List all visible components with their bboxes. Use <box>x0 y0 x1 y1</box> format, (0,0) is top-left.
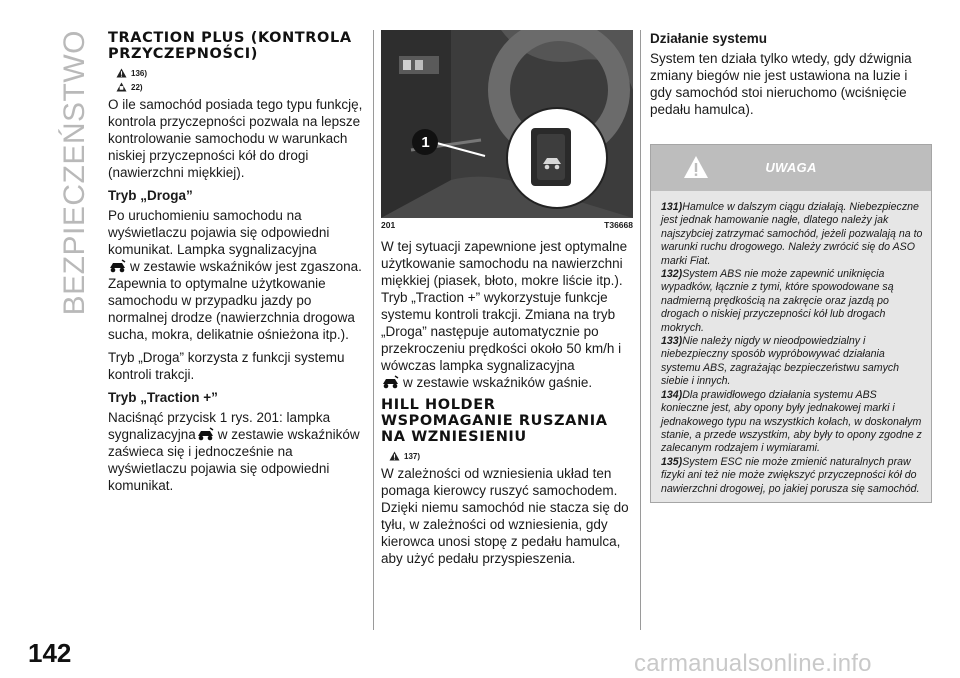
intro-paragraph: O ile samochód posiada tego typu funkcję, kontrola przyczepności pozwala na lepsze kontrolowanie samochodu w warunkach niskiej przyczepności kół do drogi (nawierzchni miękkiej). <box>108 97 363 180</box>
note-text: Nie należy nigdy w nieodpowiedzialny i niebezpieczny sposób wypróbowywać działania systemu ABS, zagrażając bezpieczeństwu samych siebie i innych. <box>661 335 900 388</box>
note-text: System ESC nie może zmienić naturalnych praw fizyki ani też nie może zwiększyć przyczepności kół do nawierzchni drogowej, po jakiej porusza się samochód. <box>661 455 920 495</box>
warning-title: UWAGA <box>765 160 817 175</box>
section-heading-traction-plus: TRACTION PLUS (KONTROLA PRZYCZEPNOŚCI) <box>108 30 352 62</box>
traction-mode-text-a: Naciśnąć przycisk 1 rys. 201: lampka sygnalizacyjna <box>108 410 331 442</box>
warning-note <box>661 268 923 335</box>
section-heading-hill-holder: HILL HOLDER WSPOMAGANIE RUSZANIA NA WZNIESIENIU <box>381 397 608 445</box>
note-text: System ABS nie może zapewnić uniknięcia wypadków, łącznie z tymi, które spowodowane są nadmierną prędkością na zakręcie oraz jazdą po drogach o niskiej przyczepności kół lub drogach mokrych. <box>661 268 894 334</box>
note-number: 134) <box>661 388 683 401</box>
warning-ref-number: 137) <box>404 451 421 461</box>
figure-code: T36668 <box>604 220 633 230</box>
column-2 <box>381 30 633 573</box>
traction-usage-text-a: W tej sytuacji zapewnione jest optymalne użytkowanie samochodu na nawierzchni miękkiej (piasek, błoto, mokre liście itp.). Tryb „Traction +” wykorzystuje funkcje systemu kontroli trakcji. Zmiana na tryb „Droga” następuje automatycznie po przekroczeniu prędkości około 50 km/h i wówczas lampka sygnalizacyjna <box>381 239 628 373</box>
column-1 <box>108 30 370 500</box>
note-number: 133) <box>661 335 683 348</box>
traction-plus-usage-paragraph <box>381 238 633 391</box>
subheading-traction-mode: Tryb „Traction +” <box>108 390 218 405</box>
subheading-road-mode: Tryb „Droga” <box>108 188 193 203</box>
note-number: 135) <box>661 455 683 468</box>
figure-callout-1: 1 <box>421 134 430 151</box>
figure-caption <box>381 220 633 230</box>
column-3 <box>650 30 932 503</box>
warning-ref-number: 136) <box>131 68 148 78</box>
road-mode-paragraph <box>108 207 370 343</box>
warning-note <box>661 456 923 496</box>
column-divider <box>640 30 641 630</box>
warning-body <box>651 191 931 502</box>
warning-triangle-icon <box>116 68 127 78</box>
traction-mode-paragraph <box>108 409 370 494</box>
traction-warning-lamp-icon <box>108 259 128 273</box>
warning-ref-2 <box>389 451 633 461</box>
caution-hand-icon <box>116 82 127 92</box>
watermark: carmanualsonline.info <box>634 650 872 677</box>
note-text: Hamulce w dalszym ciągu działają. Niebezpieczne jest jednak hamowanie nagłe, dlatego należy jak najszybciej zatrzymać samochód, jeżeli pozwalają na to warunki ruchu drogowego. Należy zwrócić się do ASO marki Fiat. <box>661 201 923 267</box>
system-operation-paragraph: System ten działa tylko wtedy, gdy dźwignia zmiany biegów nie jest ustawiona na luzie i gdy samochód stoi nieruchomo (wciśnięcie pedału hamulca). <box>650 51 912 117</box>
warning-header <box>651 145 931 191</box>
road-mode-text-a: Po uruchomieniu samochodu na wyświetlaczu pojawia się odpowiedni komunikat. Lampka sygnalizacyjna <box>108 208 330 257</box>
note-ref-1 <box>116 82 370 92</box>
page-number: 142 <box>28 638 72 668</box>
warning-box <box>650 144 932 503</box>
traction-usage-text-b: w zestawie wskaźników gaśnie. <box>403 375 593 390</box>
hill-holder-paragraph: W zależności od wzniesienia układ ten pomaga kierowcy ruszyć samochodem. Dzięki niemu samochód nie stacza się do tyłu, w zależności od wzniesienia, gdy kierowca unosi stopę z pedału hamulca, aby użyć pedału przyspieszenia. <box>381 466 629 566</box>
warning-note <box>661 335 923 389</box>
side-section-label: BEZPIECZEŃSTWO <box>58 30 91 316</box>
dashboard-photo-illustration <box>381 30 633 218</box>
note-number: 132) <box>661 268 683 281</box>
traction-warning-lamp-icon <box>381 375 401 389</box>
traction-mode-text-b: w zestawie wskaźników zaświeca się i jednocześnie na wyświetlaczu pojawia się odpowiedni komunikat. <box>108 427 360 493</box>
note-number: 131) <box>661 201 683 213</box>
subheading-system-operation: Działanie systemu <box>650 31 768 46</box>
figure-dashboard-photo <box>381 30 633 218</box>
warning-triangle-icon <box>389 451 400 461</box>
note-ref-number: 22) <box>131 82 143 92</box>
road-mode-note: Tryb „Droga” korzysta z funkcji systemu kontroli trakcji. <box>108 350 345 382</box>
warning-note <box>661 389 923 456</box>
road-mode-text-b: w zestawie wskaźników jest zgaszona. Zapewnia to optymalne użytkowanie samochodu w przypadku jazdy po normalnej drodze (nawierzchnia drogowa sucha, mokra, delikatnie ośnieżona itp.). <box>108 259 362 342</box>
traction-warning-lamp-icon <box>196 427 216 441</box>
warning-ref-1 <box>116 68 370 78</box>
figure-number: 201 <box>381 220 396 230</box>
note-text: Dla prawidłowego działania systemu ABS konieczne jest, aby opony były jednakowej marki i jednakowego typu na wszystkich kołach, w doskonałym stanie, a przede wszystkim, aby były to opony zgodne z zalecanym rodzajem i wymiarami. <box>661 388 922 455</box>
column-divider <box>373 30 374 630</box>
warning-note <box>661 201 923 268</box>
